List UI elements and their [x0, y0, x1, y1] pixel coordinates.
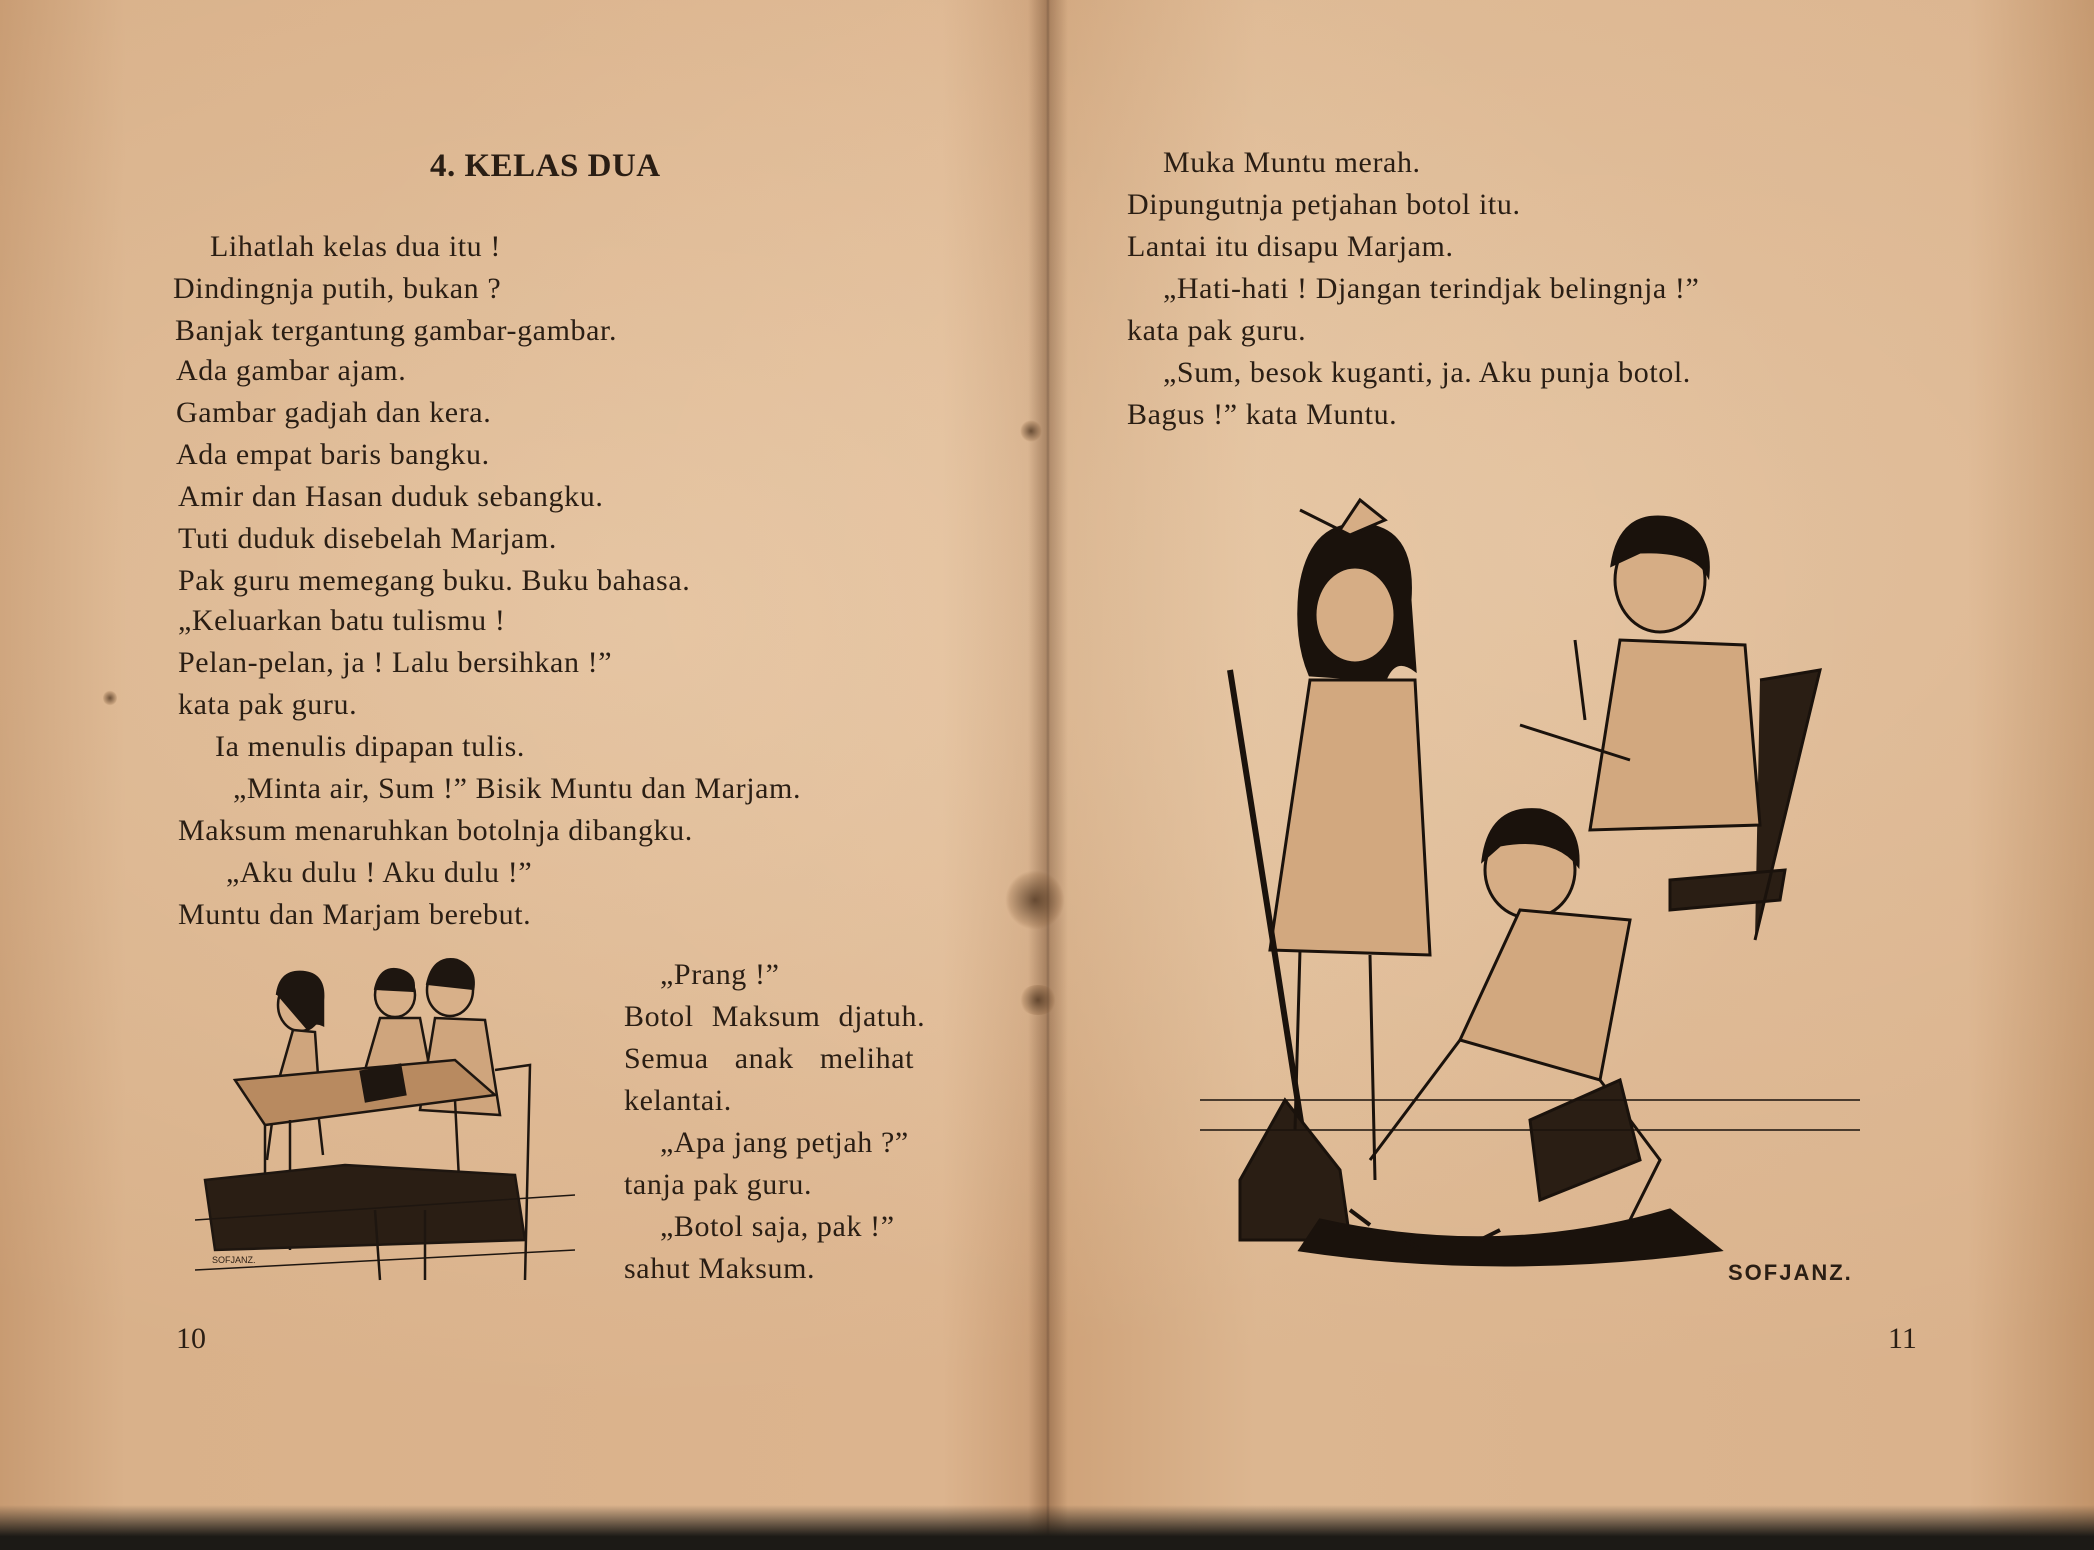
text-line: „Minta air, Sum !” Bisik Muntu dan Marjam. — [233, 772, 802, 805]
text-line: Gambar gadjah dan kera. — [176, 396, 492, 429]
text-line: Ada empat baris bangku. — [176, 438, 490, 471]
text-line: Lantai itu disapu Marjam. — [1127, 230, 1454, 263]
text-line: „Keluarkan batu tulismu ! — [178, 604, 506, 637]
illustration-signature: SOFJANZ. — [1728, 1260, 1853, 1285]
text-line: Muka Muntu merah. — [1163, 146, 1421, 179]
text-line: Pak guru memegang buku. Buku bahasa. — [178, 564, 691, 597]
text-line: tanja pak guru. — [624, 1168, 813, 1201]
illustration-signature: SOFJANZ. — [212, 1255, 256, 1265]
text-line: Pelan-pelan, ja ! Lalu bersihkan !” — [178, 646, 613, 679]
text-line: „Sum, besok kuganti, ja. Aku punja botol. — [1163, 356, 1691, 389]
text-line: Botol Maksum djatuh. — [624, 1000, 926, 1033]
text-line: „Hati-hati ! Djangan terindjak belingnja !” — [1163, 272, 1700, 305]
text-line: Ia menulis dipapan tulis. — [215, 730, 525, 763]
page-bottom-edge — [0, 1505, 2094, 1550]
text-line: Bagus !” kata Muntu. — [1127, 398, 1398, 431]
text-line: „Botol saja, pak !” — [660, 1210, 895, 1243]
left-page — [0, 0, 1040, 1550]
text-line: Tuti duduk disebelah Marjam. — [178, 522, 557, 555]
text-line: „Apa jang petjah ?” — [660, 1126, 909, 1159]
text-line: sahut Maksum. — [624, 1252, 816, 1285]
sweeping-illustration — [1200, 480, 1860, 1280]
text-line: Ada gambar ajam. — [176, 354, 407, 387]
page-number: 10 — [176, 1322, 206, 1355]
text-line: Maksum menaruhkan botolnja dibangku. — [178, 814, 693, 847]
text-line: Dindingnja putih, bukan ? — [173, 272, 502, 305]
text-line: Muntu dan Marjam berebut. — [178, 898, 532, 931]
text-line: „Prang !” — [660, 958, 780, 991]
text-line: Lihatlah kelas dua itu ! — [210, 230, 501, 263]
text-line: Banjak tergantung gambar-gambar. — [175, 314, 618, 347]
text-line: kata pak guru. — [1127, 314, 1307, 347]
text-line: Semua anak melihat — [624, 1042, 915, 1075]
page-number: 11 — [1888, 1322, 1917, 1355]
classroom-illustration — [195, 950, 575, 1290]
text-line: Dipungutnja petjahan botol itu. — [1127, 188, 1521, 221]
text-line: kelantai. — [624, 1084, 732, 1117]
text-line: „Aku dulu ! Aku dulu !” — [226, 856, 533, 889]
chapter-title: 4. KELAS DUA — [430, 148, 661, 184]
text-line: kata pak guru. — [178, 688, 358, 721]
text-line: Amir dan Hasan duduk sebangku. — [178, 480, 604, 513]
